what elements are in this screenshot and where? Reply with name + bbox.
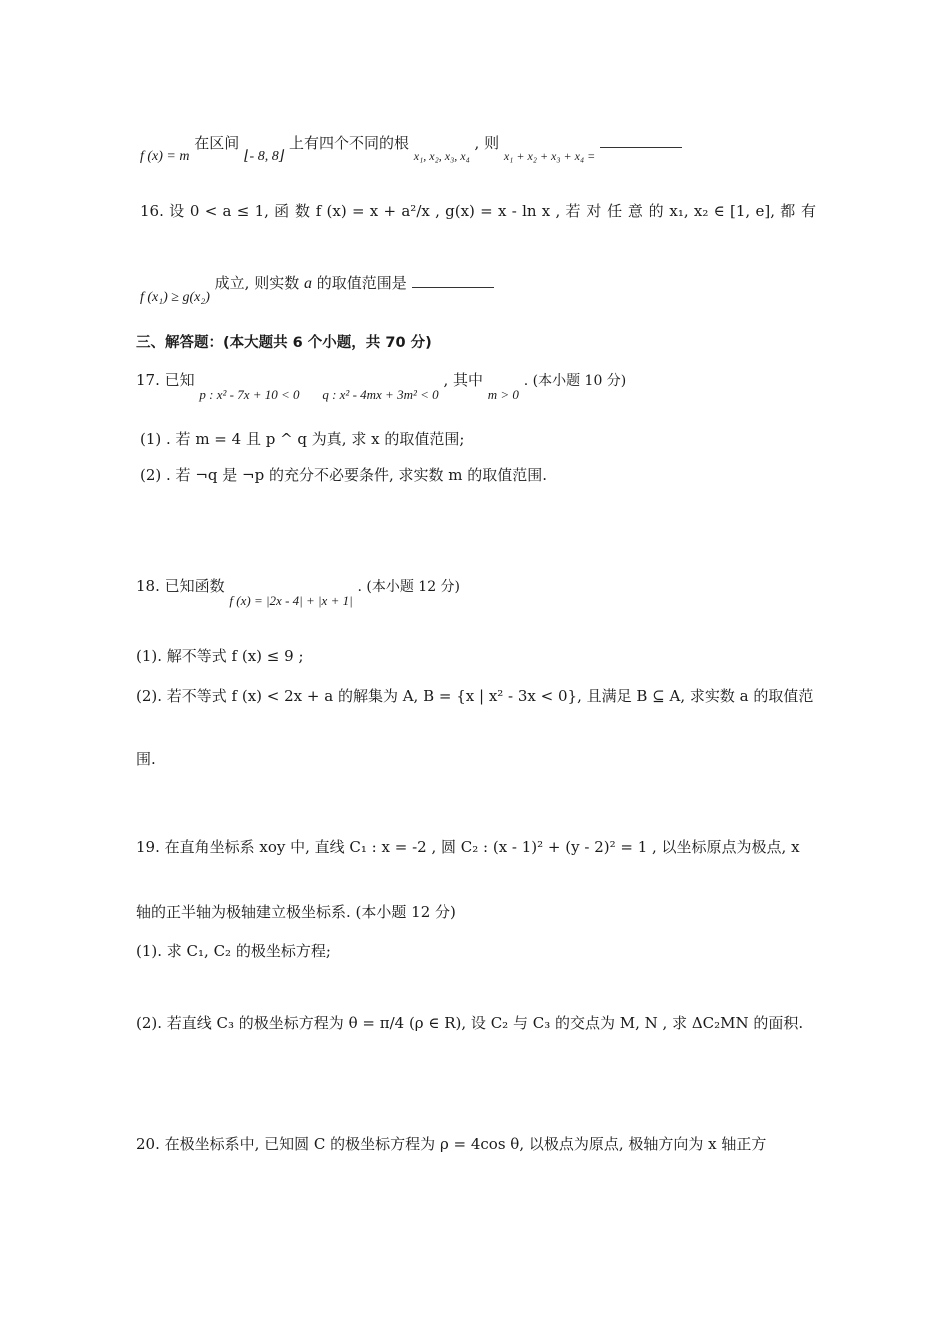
q18-part2-cont: 围. [136,750,156,768]
q18-line1 [136,575,461,608]
q15-text1: 在区间 [194,134,240,152]
q18-part1: (1). 解不等式 f (x) ≤ 9 ; [136,647,304,665]
q17-part2: (2) . 若 ¬q 是 ¬p 的充分不必要条件, 求实数 m 的取值范围. [140,466,548,484]
q19-part1: (1). 求 C₁, C₂ 的极坐标方程; [136,942,331,960]
q17-head: 17. 已知 [136,371,195,389]
q16-line2 [140,272,494,305]
q16-line1: 16. 设 0 < a ≤ 1, 函 数 f (x) = x + a²/x , g(x) = x - ln x , 若 对 任 意 的 x₁, x₂ ∈ [1, e], 都 有 [140,202,816,220]
q15-interval: ⌊- 8, 8⌋ [244,149,285,164]
q18-score: . (本小题 12 分) [357,579,461,595]
q17-q: q : x² - 4mx + 3m² < 0 [322,387,439,402]
q17-p: p : x² - 7x + 10 < 0 [199,387,300,402]
q20-line1: 20. 在极坐标系中, 已知圆 C 的极坐标方程为 ρ = 4cos θ, 以极点为原点, 极轴方向为 x 轴正方 [136,1135,767,1153]
q18-part2: (2). 若不等式 f (x) < 2x + a 的解集为 A, B = {x | x² - 3x < 0}, 且满足 B ⊆ A, 求实数 a 的取值范 [136,687,814,705]
q15-text2: 上有四个不同的根 [288,134,409,152]
q17-score: . (本小题 10 分) [523,373,627,389]
q18-head: 18. 已知函数 [136,577,225,595]
q17-line1 [136,369,627,402]
q16-condition: f (x₁) ≥ g(x₂) [140,290,210,305]
q15-line [140,132,682,164]
q19-line2: 轴的正半轴为极轴建立极坐标系. (本小题 12 分) [136,903,456,921]
q19-part2: (2). 若直线 C₃ 的极坐标方程为 θ = π/4 (ρ ∈ R), 设 C₂ 与 C₃ 的交点为 M, N , 求 ΔC₂MN 的面积. [136,1014,804,1032]
q15-text3: , 则 [474,134,500,152]
q16-tail2: 的取值范围是 [316,274,407,292]
q17-cond: m > 0 [487,387,519,402]
q18-function: f (x) = |2x - 4| + |x + 1| [229,593,353,608]
q17-mid: , 其中 [443,371,483,389]
q16-tail: 成立, 则实数 [214,274,300,292]
q19-line1: 19. 在直角坐标系 xoy 中, 直线 C₁ : x = -2 , 圆 C₂ : (x - 1)² + (y - 2)² = 1 , 以坐标原点为极点, x [136,838,800,856]
q15-sum: x₁ + x₂ + x₃ + x₄ = [503,149,596,163]
section-heading: 三、解答题：(本大题共 6 个小题，共 70 分) [136,335,432,351]
q16-answer-blank[interactable] [412,287,494,288]
q15-function: f (x) = m [140,149,190,164]
q16-var: a [304,275,312,292]
q15-answer-blank[interactable] [600,147,682,148]
q17-part1: (1) . 若 m = 4 且 p ^ q 为真, 求 x 的取值范围; [140,430,465,448]
q15-roots: x₁, x₂, x₃, x₄ [413,149,470,163]
